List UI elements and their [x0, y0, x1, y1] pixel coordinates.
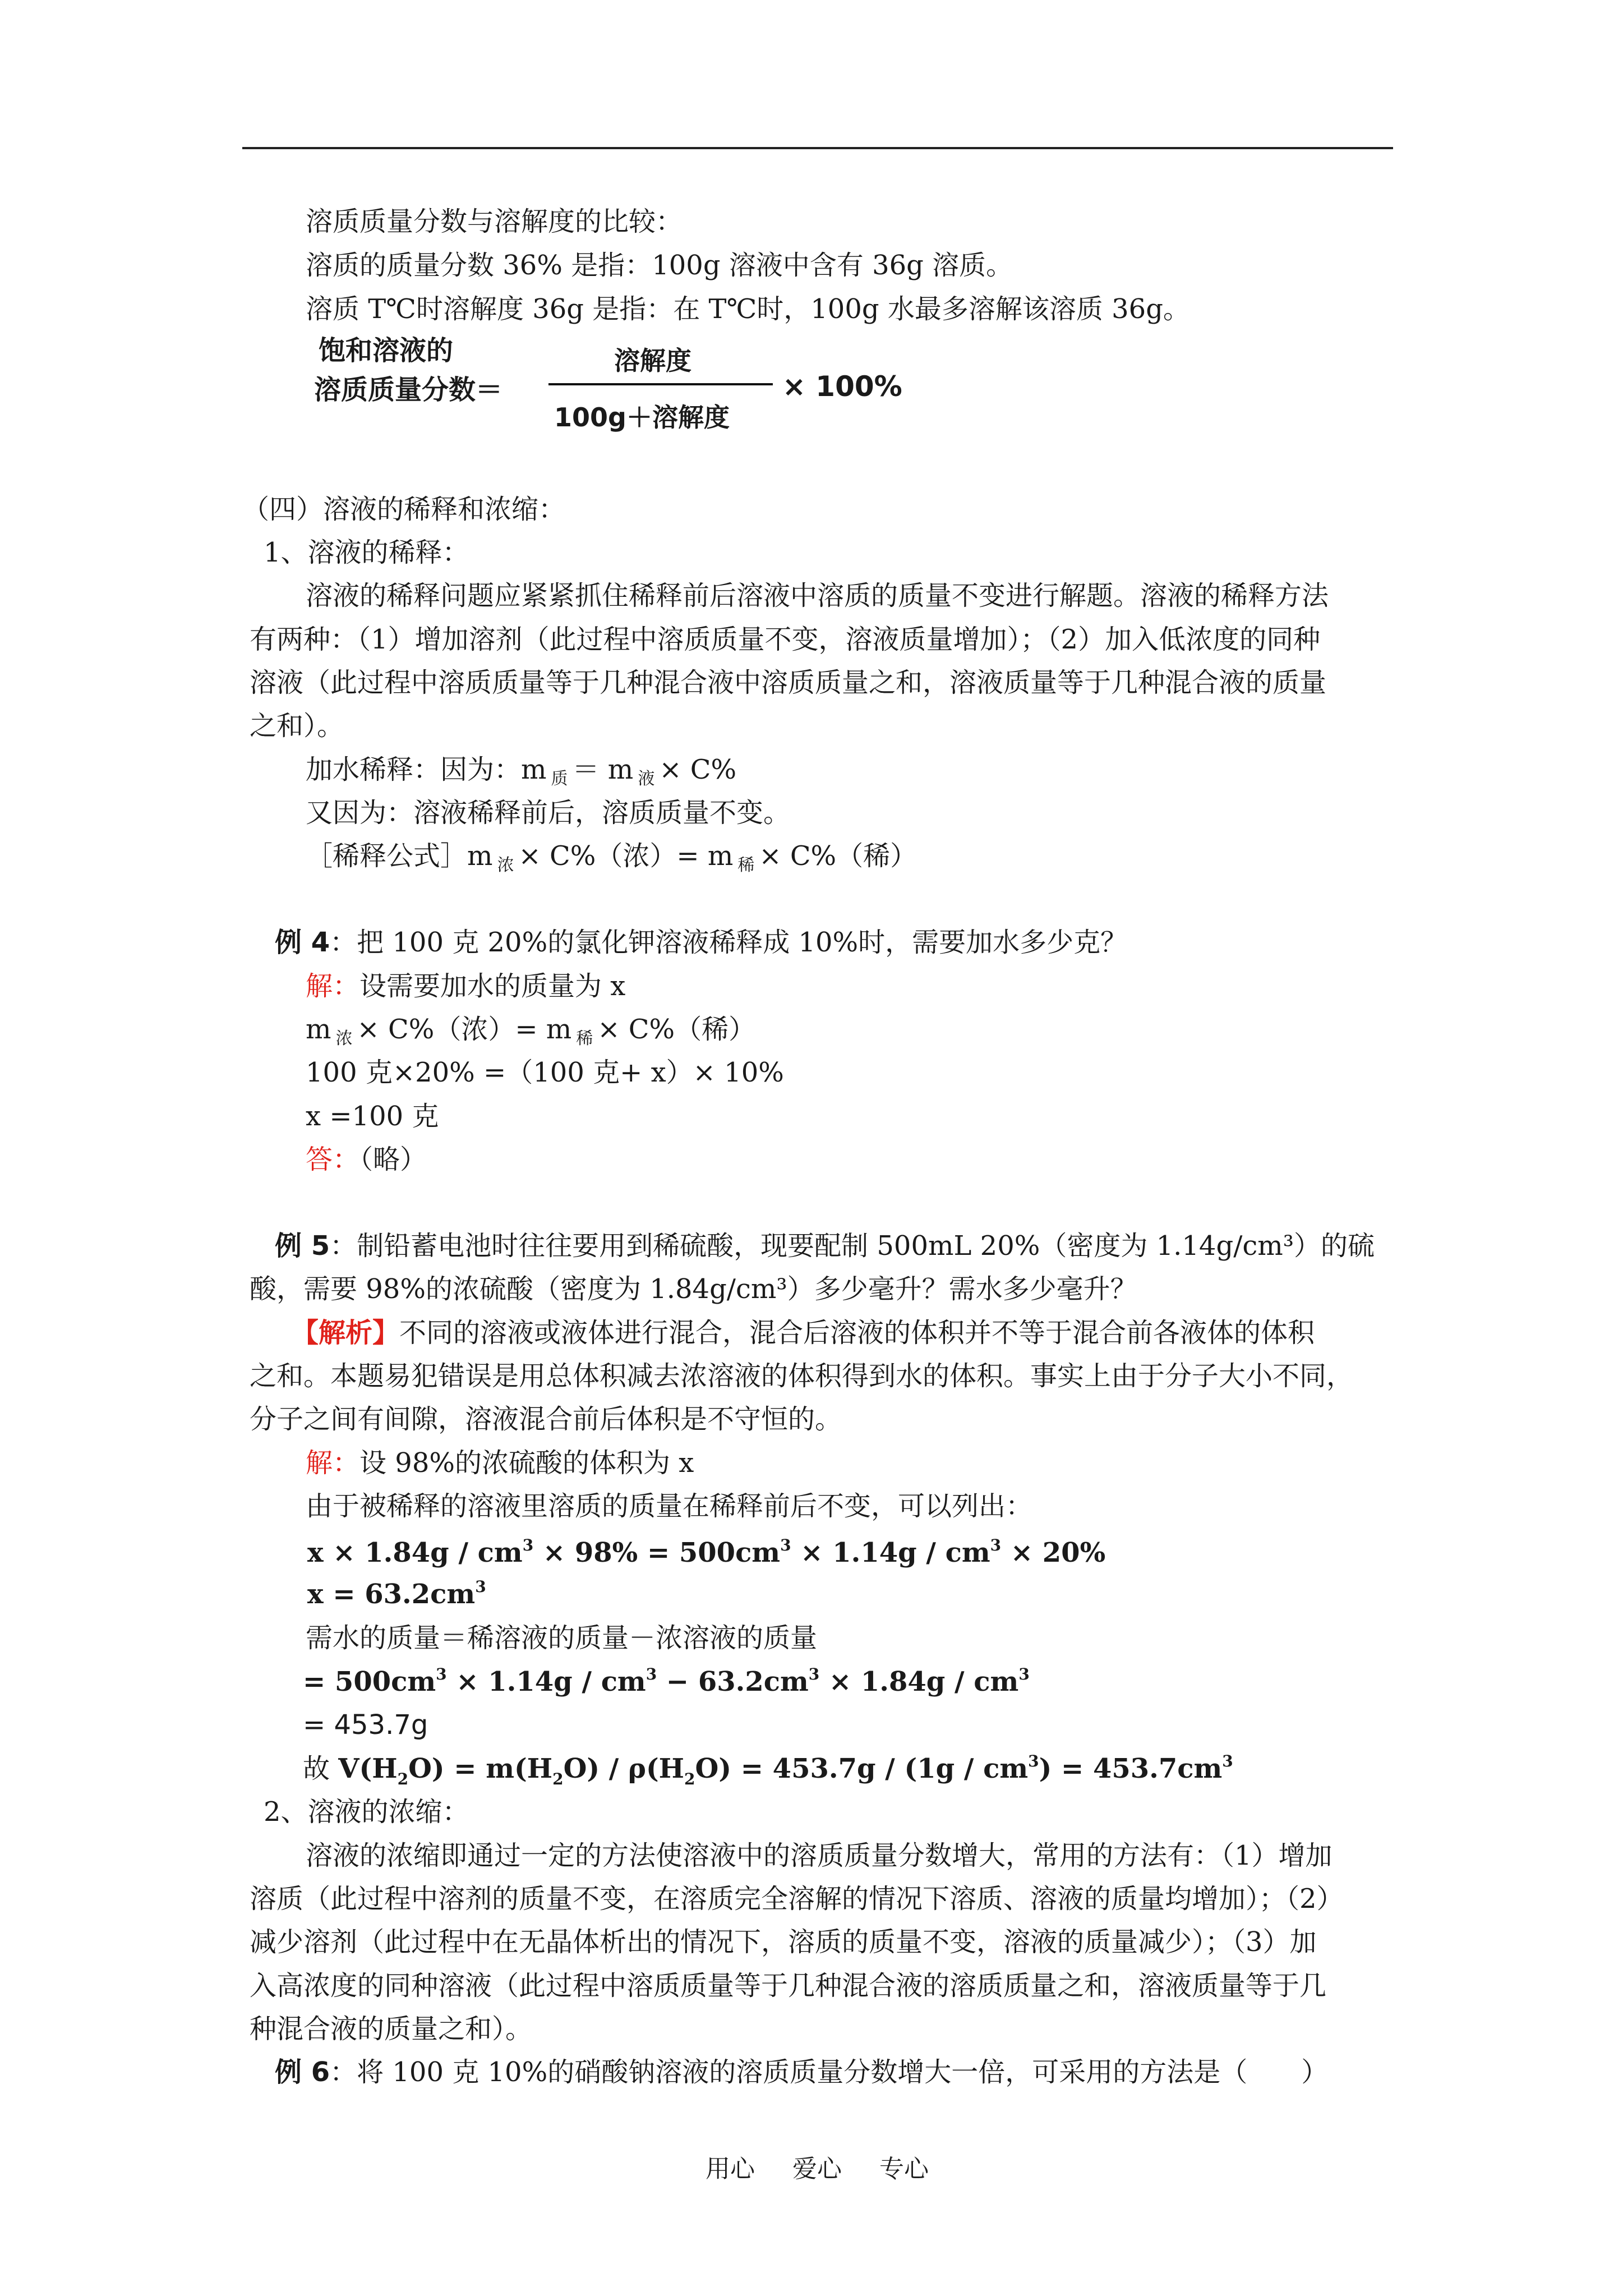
dilution-subheading: 1、溶液的稀释： [264, 537, 469, 568]
example-5-analysis-2: 之和。本题易犯错误是用总体积减去浓溶液的体积得到水的体积。事实上由于分子大小不同， [250, 1360, 1354, 1392]
example-4-question: 例 4：把 100 克 20%的氯化钾溶液稀释成 10%时，需要加水多少克？ [275, 927, 1128, 958]
concentrate-para-1: 溶液的浓缩即通过一定的方法使溶液中的溶质质量分数增大，常用的方法有：（1）增加 [306, 1840, 1332, 1871]
concentrate-subheading: 2、溶液的浓缩： [264, 1796, 469, 1828]
concentrate-para-2: 溶质（此过程中溶剂的质量不变，在溶质完全溶解的情况下溶质、溶液的质量均增加）；（2） [250, 1883, 1344, 1915]
example-5-since: 由于被稀释的溶液里溶质的质量在稀释前后不变，可以列出： [306, 1490, 1033, 1522]
example-5-eq5: 故 $V(H_2O) = m(H_2O) / \rho(H_2O) = 453.7g / (1g / cm^3) = 453.7cm^3$ [303, 1752, 1233, 1788]
dilution-para-1: 溶液的稀释问题应紧紧抓住稀释前后溶液中溶质的质量不变进行解题。溶液的稀释方法 [306, 580, 1329, 611]
example-5-eq4: = 453.7g [303, 1709, 428, 1741]
concentrate-para-3: 减少溶剂（此过程中在无晶体析出的情况下，溶质的质量不变，溶液的质量减少）；（3）加 [250, 1926, 1317, 1958]
dilution-para-2: 有两种：（1）增加溶剂（此过程中溶质质量不变，溶液质量增加）；（2）加入低浓度的同种 [250, 624, 1321, 655]
dilution-formula: ［稀释公式］m $_浓$ × C%（浓）= m $_稀$ × C%（稀） [306, 840, 917, 875]
example-5-eq3: = $500cm^3 \times 1.14g / cm^3 - 63.2cm^3 \times 1.84g / cm^3$ [303, 1665, 1030, 1697]
fraction-bar [548, 383, 773, 385]
footer-text-2: 爱心 [792, 2155, 842, 2183]
compare-heading: 溶质质量分数与溶解度的比较： [306, 206, 683, 237]
dilution-para-3: 溶液（此过程中溶质质量等于几种混合液中溶质质量之和，溶液质量等于几种混合液的质量 [250, 667, 1327, 698]
also-line: 又因为：溶液稀释前后，溶质质量不变。 [306, 797, 791, 829]
example-5-analysis-1: 【解析】不同的溶液或液体进行混合，混合后溶液的体积并不等于混合前各液体的体积 [292, 1317, 1315, 1349]
concentrate-para-4: 入高浓度的同种溶液（此过程中溶质质量等于几种混合液的溶质质量之和，溶液质量等于几 [250, 1970, 1327, 2001]
example-5-label: 例 5 [275, 1230, 330, 1262]
example-5-analysis-3: 分子之间有间隙，溶液混合前后体积是不守恒的。 [250, 1404, 842, 1435]
formula-left-line-2: 溶质质量分数＝ [314, 374, 503, 406]
example-5-eq2: $x = 63.2cm^3$ [307, 1577, 486, 1610]
example-5-solve: 解：设 98%的浓硫酸的体积为 x [306, 1447, 694, 1479]
example-4-label: 例 4 [275, 927, 330, 958]
compare-line-2: 溶质 T℃时溶解度 36g 是指：在 T℃时，100g 水最多溶解该溶质 36g。 [306, 293, 1190, 325]
footer-text-1: 用心 [706, 2155, 755, 2183]
formula-denominator: 100g＋溶解度 [554, 402, 730, 432]
compare-line-1: 溶质的质量分数 36% 是指：100g 溶液中含有 36g 溶质。 [306, 250, 1013, 281]
example-4-answer: 答：（略） [306, 1144, 427, 1175]
dilute-water-line: 加水稀释：因为：m $_质$ ＝ m $_液$ × C% [306, 754, 737, 789]
formula-left-line-1: 饱和溶液的 [319, 335, 454, 366]
header-rule [242, 147, 1393, 149]
example-5-eq1: $x \times 1.84g / cm^3 \times 98\% = 500cm^3 \times 1.14g / cm^3 \times 20\%$ [307, 1536, 1106, 1568]
example-5-water-mass: 需水的质量＝稀溶液的质量－浓溶液的质量 [306, 1622, 818, 1654]
example-4-eq2: 100 克×20% =（100 克+ x）× 10% [306, 1057, 784, 1088]
dilution-para-4: 之和）。 [250, 710, 344, 742]
example-6-question: 例 6：将 100 克 10%的硝酸钠溶液的溶质质量分数增大一倍，可采用的方法是（ ） [275, 2056, 1329, 2088]
section-4-title: （四）溶液的稀释和浓缩： [242, 494, 566, 525]
example-4-eq1: m $_浓$ × C%（浓）= m $_稀$ × C%（稀） [306, 1014, 756, 1048]
example-6-label: 例 6 [275, 2056, 330, 2088]
formula-times-100: × 100% [782, 370, 902, 403]
example-5-question-2: 酸，需要 98%的浓硫酸（密度为 1.84g/cm³）多少毫升？需水多少毫升？ [250, 1273, 1137, 1305]
concentrate-para-5: 种混合液的质量之和）。 [250, 2013, 533, 2045]
example-5-question-1: 例 5：制铅蓄电池时往往要用到稀硫酸，现要配制 500mL 20%（密度为 1.14g/cm³）的硫 [275, 1230, 1375, 1262]
formula-numerator: 溶解度 [614, 346, 691, 376]
example-4-solve: 解：设需要加水的质量为 x [306, 970, 626, 1002]
footer-text-3: 专心 [879, 2155, 929, 2183]
example-4-eq3: x =100 克 [306, 1101, 439, 1132]
